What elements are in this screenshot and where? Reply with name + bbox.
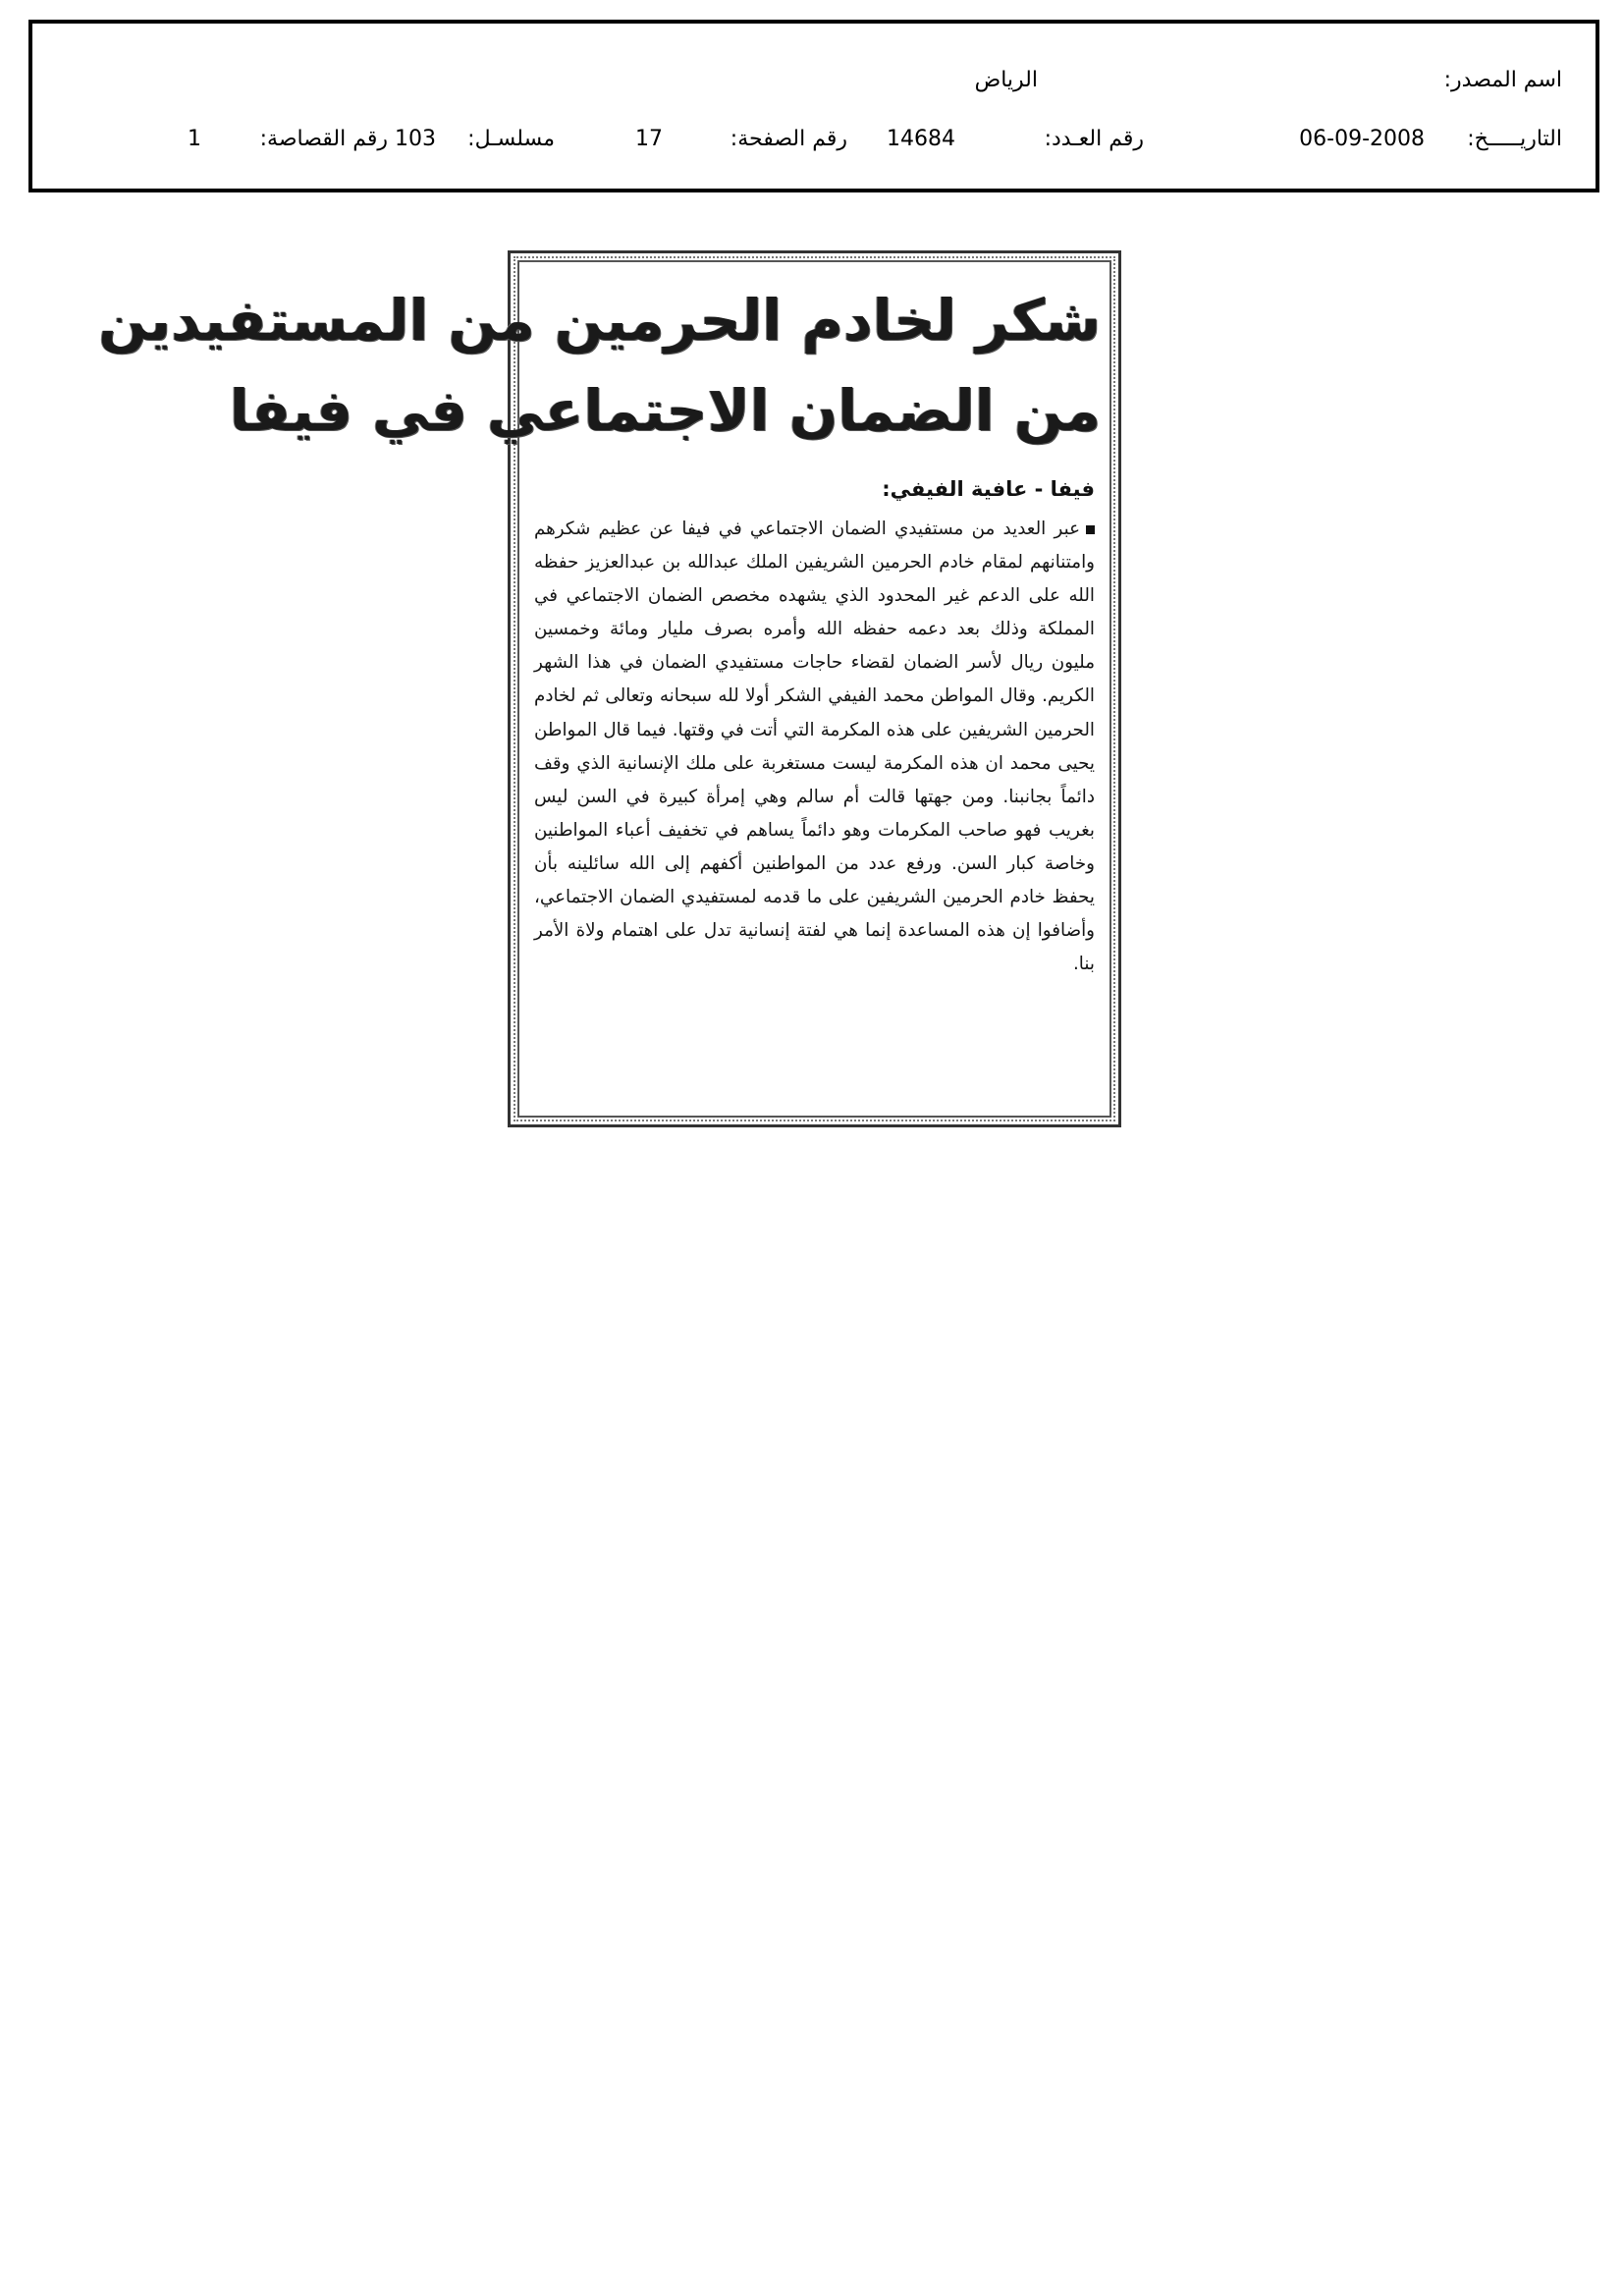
article-headline xyxy=(98,275,1101,456)
clip-number-value: 1 xyxy=(188,127,201,151)
headline-line-1: شكر لخادم الحرمين من المستفيدين xyxy=(98,287,1101,354)
clip-number-label: رقم القصاصة: xyxy=(259,127,388,151)
serial-value: 103 xyxy=(395,127,436,151)
article-body xyxy=(534,513,1095,981)
source-value: الرياض xyxy=(974,68,1038,92)
issue-label: رقم العـدد: xyxy=(1044,127,1144,151)
newspaper-clipping xyxy=(98,250,1121,1127)
date-label: التاريـــــخ: xyxy=(1467,127,1562,151)
date-value: 06-09-2008 xyxy=(1299,127,1425,151)
headline-line-2: من الضمان الاجتماعي في فيفا xyxy=(229,377,1101,444)
square-bullet-icon xyxy=(1086,525,1095,534)
issue-value: 14684 xyxy=(887,127,955,151)
article-byline: فيفا - عافية الفيفي: xyxy=(882,477,1095,501)
page-label: رقم الصفحة: xyxy=(730,127,847,151)
serial-label: مسلسـل: xyxy=(467,127,555,151)
metadata-row-details xyxy=(32,120,1596,159)
metadata-row-source xyxy=(32,61,1596,100)
article-body-text: عبر العديد من مستفيدي الضمان الاجتماعي في فيفا عن عظيم شكرهم وامتنانهم لمقام خادم الحرمين الشريفين الملك عبدالله بن عبدالعزيز حفظه الله على الدعم غير المحدود الذي يشهده مخصص الضمان الاجتماعي في المملكة وذلك بعد دعمه حفظه الله وأمره بصرف مليار ومائة وخمسين مليون ريال لأسر الضمان لقضاء حاجات مستفيدي الضمان في هذا الشهر الكريم. وقال المواطن محمد الفيفي الشكر أولا لله سبحانه وتعالى ثم لخادم الحرمين الشريفين على هذه المكرمة التي أتت في وقتها. فيما قال المواطن يحيى محمد ان هذه المكرمة ليست مستغربة على ملك الإنسانية الذي وقف دائماً بجانبنا. ومن جهتها قالت أم سالم وهي إمرأة كبيرة في السن ليس بغريب فهو صاحب المكرمات وهو دائماً يساهم في تخفيف أعباء المواطنين وخاصة كبار السن. ورفع عدد من المواطنين أكفهم إلى الله سائلينه بأن يحفظ خادم الحرمين الشريفين على ما قدمه لمستفيدي الضمان الاجتماعي، وأضافوا إن هذه المساعدة إنما هي لفتة إنسانية تدل على اهتمام ولاة الأمر بنا. xyxy=(534,519,1095,975)
page-value: 17 xyxy=(635,127,663,151)
clipping-metadata-box xyxy=(28,20,1599,192)
source-label: اسم المصدر: xyxy=(1443,68,1562,92)
